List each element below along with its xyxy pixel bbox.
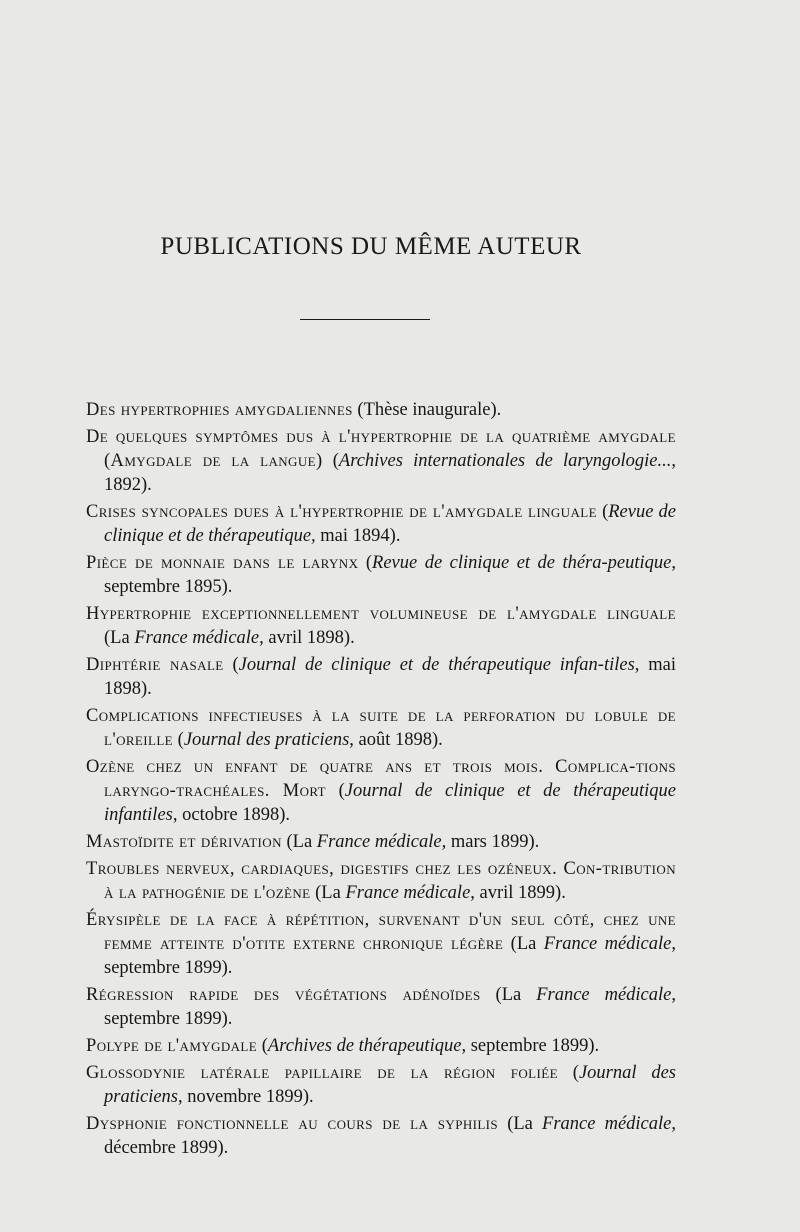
- publication-entry: [86, 398, 676, 422]
- publication-entry: [86, 857, 676, 905]
- entry-journal: France médicale,: [316, 832, 447, 852]
- entry-title: Érysipèle de la face à répétition, survenant d'un seul côté, chez une femme atteinte d'otite externe chronique légère: [86, 910, 676, 954]
- entry-suffix: , 1892).: [104, 451, 677, 495]
- entry-suffix: , décembre 1899).: [104, 1114, 676, 1158]
- entry-title: Régression rapide des végétations adénoïdes: [86, 985, 481, 1005]
- entry-journal: Journal de clinique et de thérapeutique infan-tiles: [238, 655, 635, 675]
- publication-entry: [86, 704, 676, 752]
- publication-entry: [86, 425, 676, 497]
- entry-prefix: (: [322, 451, 339, 471]
- publication-entry: [86, 983, 676, 1031]
- page-title: PUBLICATIONS DU MÊME AUTEUR: [160, 233, 582, 260]
- entry-title: Dysphonie fonctionnelle au cours de la syphilis: [86, 1114, 499, 1134]
- entry-prefix: (: [326, 781, 345, 801]
- entry-prefix: (: [596, 502, 609, 522]
- entry-title: Des hypertrophies amygdaliennes: [86, 400, 353, 420]
- entry-journal: Archives de thérapeutique: [267, 1036, 462, 1056]
- entry-title: De quelques symptômes dus à l'hypertrophie de la quatrième amygdale (Amygdale de la langue): [86, 427, 676, 471]
- entry-prefix: (: [358, 553, 373, 573]
- entry-prefix: (: [173, 730, 184, 750]
- entry-suffix: avril 1898).: [263, 628, 355, 648]
- publication-entry: [86, 551, 676, 599]
- entry-suffix: , octobre 1898).: [172, 805, 291, 825]
- publication-entry: [86, 908, 676, 980]
- entry-suffix: , août 1898).: [349, 730, 443, 750]
- entry-prefix: (: [223, 655, 239, 675]
- entry-journal: Journal des praticiens: [183, 730, 350, 750]
- entry-suffix: , novembre 1899).: [178, 1087, 314, 1107]
- entry-prefix: (La: [281, 832, 317, 852]
- entry-journal: France médicale: [542, 1114, 672, 1134]
- publication-list: [86, 398, 676, 1163]
- entry-journal: Journal de clinique et de thérapeutique infantiles: [104, 781, 676, 825]
- entry-journal: Revue de clinique et de thérapeutique,: [104, 502, 676, 546]
- publication-entry: [86, 500, 676, 548]
- publication-entry: [86, 830, 676, 854]
- entry-suffix: , mai 1898).: [104, 655, 676, 699]
- entry-title: Crises syncopales dues à l'hypertrophie de l'amygdale linguale: [86, 502, 597, 522]
- publication-entry: [86, 1112, 676, 1160]
- entry-suffix: , septembre 1899).: [104, 934, 676, 978]
- entry-suffix: mai 1894).: [315, 526, 401, 546]
- entry-title: Diphtérie nasale: [86, 655, 224, 675]
- entry-journal: France médicale: [345, 883, 471, 903]
- entry-journal: France médicale,: [134, 628, 264, 648]
- publication-entry: [86, 653, 676, 701]
- entry-prefix: (La: [480, 985, 537, 1005]
- entry-journal: Archives internationales de laryngologie...: [338, 451, 672, 471]
- entry-prefix: (La: [503, 934, 544, 954]
- entry-prefix: (La: [498, 1114, 543, 1134]
- entry-title: Polype de l'amygdale: [86, 1036, 258, 1056]
- entry-title: Ozène chez un enfant de quatre ans et trois mois. Complica-tions laryngo-trachéales. Mort: [86, 757, 676, 801]
- entry-suffix: , septembre 1899).: [461, 1036, 600, 1056]
- entry-prefix: (: [557, 1063, 579, 1083]
- entry-suffix: , avril 1899).: [470, 883, 566, 903]
- publication-entry: [86, 1034, 676, 1058]
- entry-prefix: (La: [104, 628, 135, 648]
- entry-journal: Revue de clinique et de théra-peutique: [372, 553, 672, 573]
- entry-journal: Journal des praticiens: [104, 1063, 676, 1107]
- entry-suffix: , septembre 1899).: [104, 985, 676, 1029]
- entry-title: Glossodynie latérale papillaire de la région foliée: [86, 1063, 558, 1083]
- entry-title: Mastoïdite et dérivation: [86, 832, 282, 852]
- entry-suffix: , septembre 1895).: [104, 553, 676, 597]
- entry-journal: France médicale: [536, 985, 672, 1005]
- publication-entry: [86, 755, 676, 827]
- entry-suffix: mars 1899).: [446, 832, 540, 852]
- entry-title: Hypertrophie exceptionnellement volumineuse de l'amygdale linguale: [86, 604, 676, 624]
- publication-entry: [86, 602, 676, 650]
- entry-journal: France médicale: [543, 934, 672, 954]
- entry-prefix: (: [257, 1036, 268, 1056]
- entry-prefix: (La: [310, 883, 346, 903]
- entry-title: Troubles nerveux, cardiaques, digestifs chez les ozéneux. Con-tribution à la pathogénie de l'ozène: [86, 859, 676, 903]
- publication-entry: [86, 1061, 676, 1109]
- entry-title: Complications infectieuses à la suite de la perforation du lobule de l'oreille: [86, 706, 676, 750]
- entry-prefix: (Thèse inaugurale).: [352, 400, 502, 420]
- title-rule: [300, 319, 430, 320]
- entry-title: Pièce de monnaie dans le larynx: [86, 553, 359, 573]
